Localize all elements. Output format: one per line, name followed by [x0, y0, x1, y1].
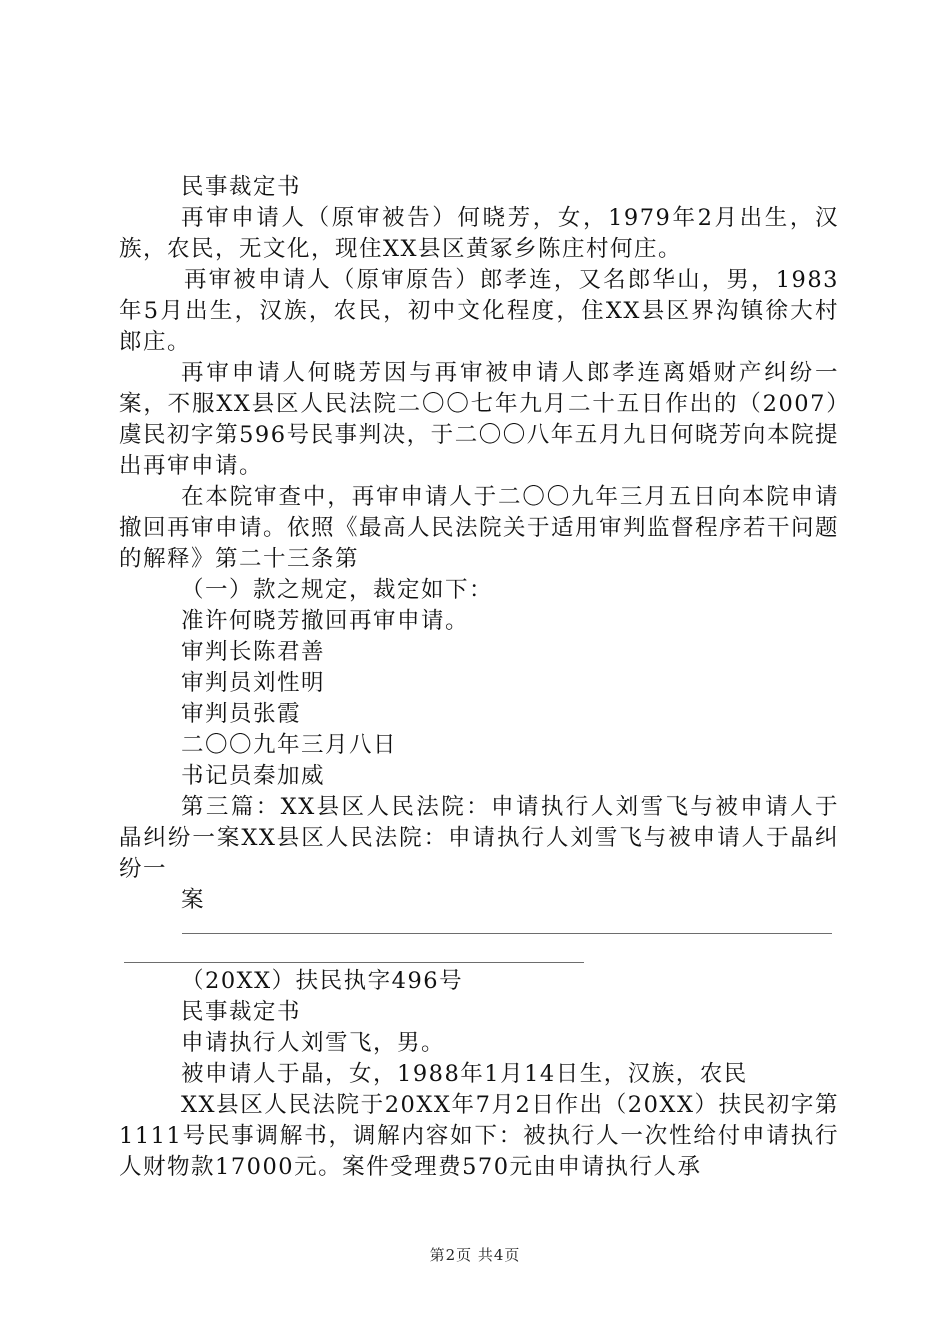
ruling-date: 二〇〇九年三月八日 [181, 732, 398, 758]
paragraph-respondent: 再审被申请人（原审原告）郎孝连，又名郎华山，男，1983年5月出生，汉族，农民，初中文化程度，住XX县区界沟镇徐大村郎庄。 [119, 267, 839, 355]
signature-judge-1: 审判员刘性明 [181, 670, 326, 696]
heading-civil-ruling: 民事裁定书 [181, 174, 302, 200]
paragraph-mediation: XX县区人民法院于20XX年7月2日作出（20XX）扶民初字第1111号民事调解书，调解内容如下：被执行人一次性给付申请执行人财物款17000元。案件受理费570元由申请执行人承 [119, 1092, 839, 1180]
separator-line [124, 962, 584, 963]
section-title-continuation: 案 [181, 887, 206, 913]
paragraph-case-background: 再审申请人何晓芳因与再审被申请人郎孝连离婚财产纠纷一案，不服XX县区人民法院二〇〇七年九月二十五日作出的（2007）虞民初字第596号民事判决，于二〇〇八年五月九日何晓芳向本院提出再审申请。 [119, 360, 839, 479]
paragraph-withdrawal: 在本院审查中，再审申请人于二〇〇九年三月五日向本院申请撤回再审申请。依照《最高人民法院关于适用审判监督程序若干问题的解释》第二十三条第 [119, 484, 840, 572]
signature-clerk: 书记员秦加威 [181, 763, 326, 789]
section-title-part-three: 第三篇：XX县区人民法院：申请执行人刘雪飞与被申请人于晶纠纷一案XX县区人民法院：申请执行人刘雪飞与被申请人于晶纠纷一 [119, 794, 839, 882]
paragraph-execution-respondent: 被申请人于晶，女，1988年1月14日生，汉族，农民 [181, 1061, 748, 1087]
paragraph-ruling: 准许何晓芳撤回再审申请。 [181, 608, 470, 634]
document-body [119, 172, 839, 916]
signature-judge-2: 审判员张霞 [181, 701, 302, 727]
signature-chief-judge: 审判长陈君善 [181, 639, 326, 665]
document-body-second-section [119, 966, 839, 1183]
heading-civil-ruling-2: 民事裁定书 [181, 999, 302, 1025]
paragraph-ruling-intro: （一）款之规定，裁定如下： [181, 577, 494, 603]
case-number: （20XX）扶民执字496号 [181, 968, 464, 994]
separator-line [182, 933, 832, 934]
paragraph-execution-applicant: 申请执行人刘雪飞，男。 [181, 1030, 446, 1056]
paragraph-applicant: 再审申请人（原审被告）何晓芳，女，1979年2月出生，汉族，农民，无文化，现住XX县区黄冢乡陈庄村何庄。 [119, 205, 839, 262]
page-number-footer: 第2页 共4页 [429, 1246, 521, 1264]
